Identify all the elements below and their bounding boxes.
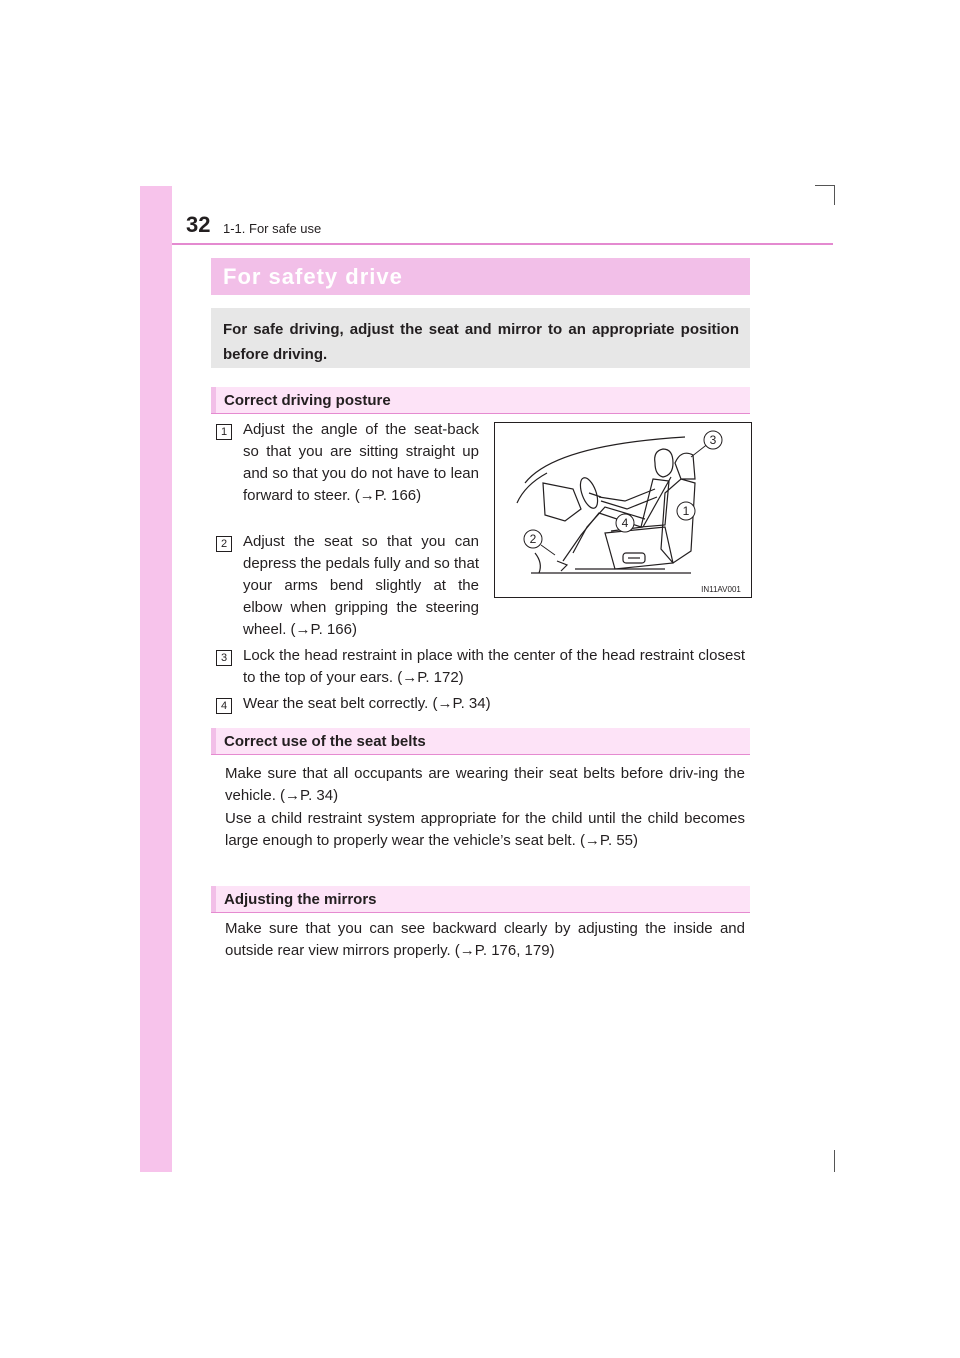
heading-seat-belts [211, 728, 750, 755]
step-number-1: 1 [216, 424, 232, 440]
step-number-2: 2 [216, 536, 232, 552]
page-number: 32 [186, 212, 211, 237]
callout-label-2: 2 [529, 532, 537, 546]
heading-mirrors [211, 886, 750, 913]
heading-accent [211, 886, 216, 912]
mirrors-paragraph-1: Make sure that you can see backward clearly by adjusting the inside and outside rear view mirrors properly. (→P. 176, 179) [225, 920, 745, 959]
intro-box [211, 308, 750, 368]
heading-accent [211, 387, 216, 413]
seat-belts-paragraph-2: Use a child restraint system appropriate for the child until the child becomes large enough to properly wear the vehicle’s seat belt. (→P. 55) [225, 810, 745, 849]
step-text-4: Wear the seat belt correctly. (→P. 34) [243, 695, 491, 712]
heading-accent [211, 728, 216, 754]
chapter-side-strip [140, 186, 172, 1172]
step-text-1: Adjust the angle of the seat-back so that you are sitting straight up and so that you do not have to lean forward to steer. (→P. 166) [243, 421, 479, 504]
seat-belts-paragraph-1: Make sure that all occupants are wearing their seat belts before driv-ing the vehicle. (→P. 34) [225, 765, 745, 804]
step-text-3: Lock the head restraint in place with the center of the head restraint closest to the top of your ears. (→P. 172) [243, 647, 745, 686]
heading-label: Correct use of the seat belts [224, 733, 426, 750]
heading-label: Correct driving posture [224, 392, 391, 409]
callout-label-1: 1 [682, 504, 690, 518]
step-number-3: 3 [216, 650, 232, 666]
heading-driving-posture [211, 387, 750, 414]
page-title-bar [211, 258, 750, 295]
heading-label: Adjusting the mirrors [224, 891, 377, 908]
page-title: For safety drive [223, 264, 403, 289]
step-number-4: 4 [216, 698, 232, 714]
callout-label-3: 3 [709, 433, 717, 447]
section-reference: 1-1. For safe use [223, 221, 322, 236]
step-text-2: Adjust the seat so that you can depress the pedals fully and so that your arms bend slightly at the elbow when gripping the steering wheel. (→P. 166) [243, 533, 479, 638]
crop-mark-bottom-right-v [834, 1150, 835, 1172]
crop-mark-top-right-h [815, 185, 835, 186]
callout-label-4: 4 [621, 516, 629, 530]
driver-seat-drawing [495, 423, 751, 597]
driving-posture-illustration [494, 422, 752, 598]
intro-text: For safe driving, adjust the seat and mirror to an appropriate position before driving. [223, 321, 739, 363]
crop-mark-top-right-v [834, 185, 835, 205]
figure-code: IN11AV001 [701, 585, 741, 594]
header-rule [172, 243, 833, 245]
